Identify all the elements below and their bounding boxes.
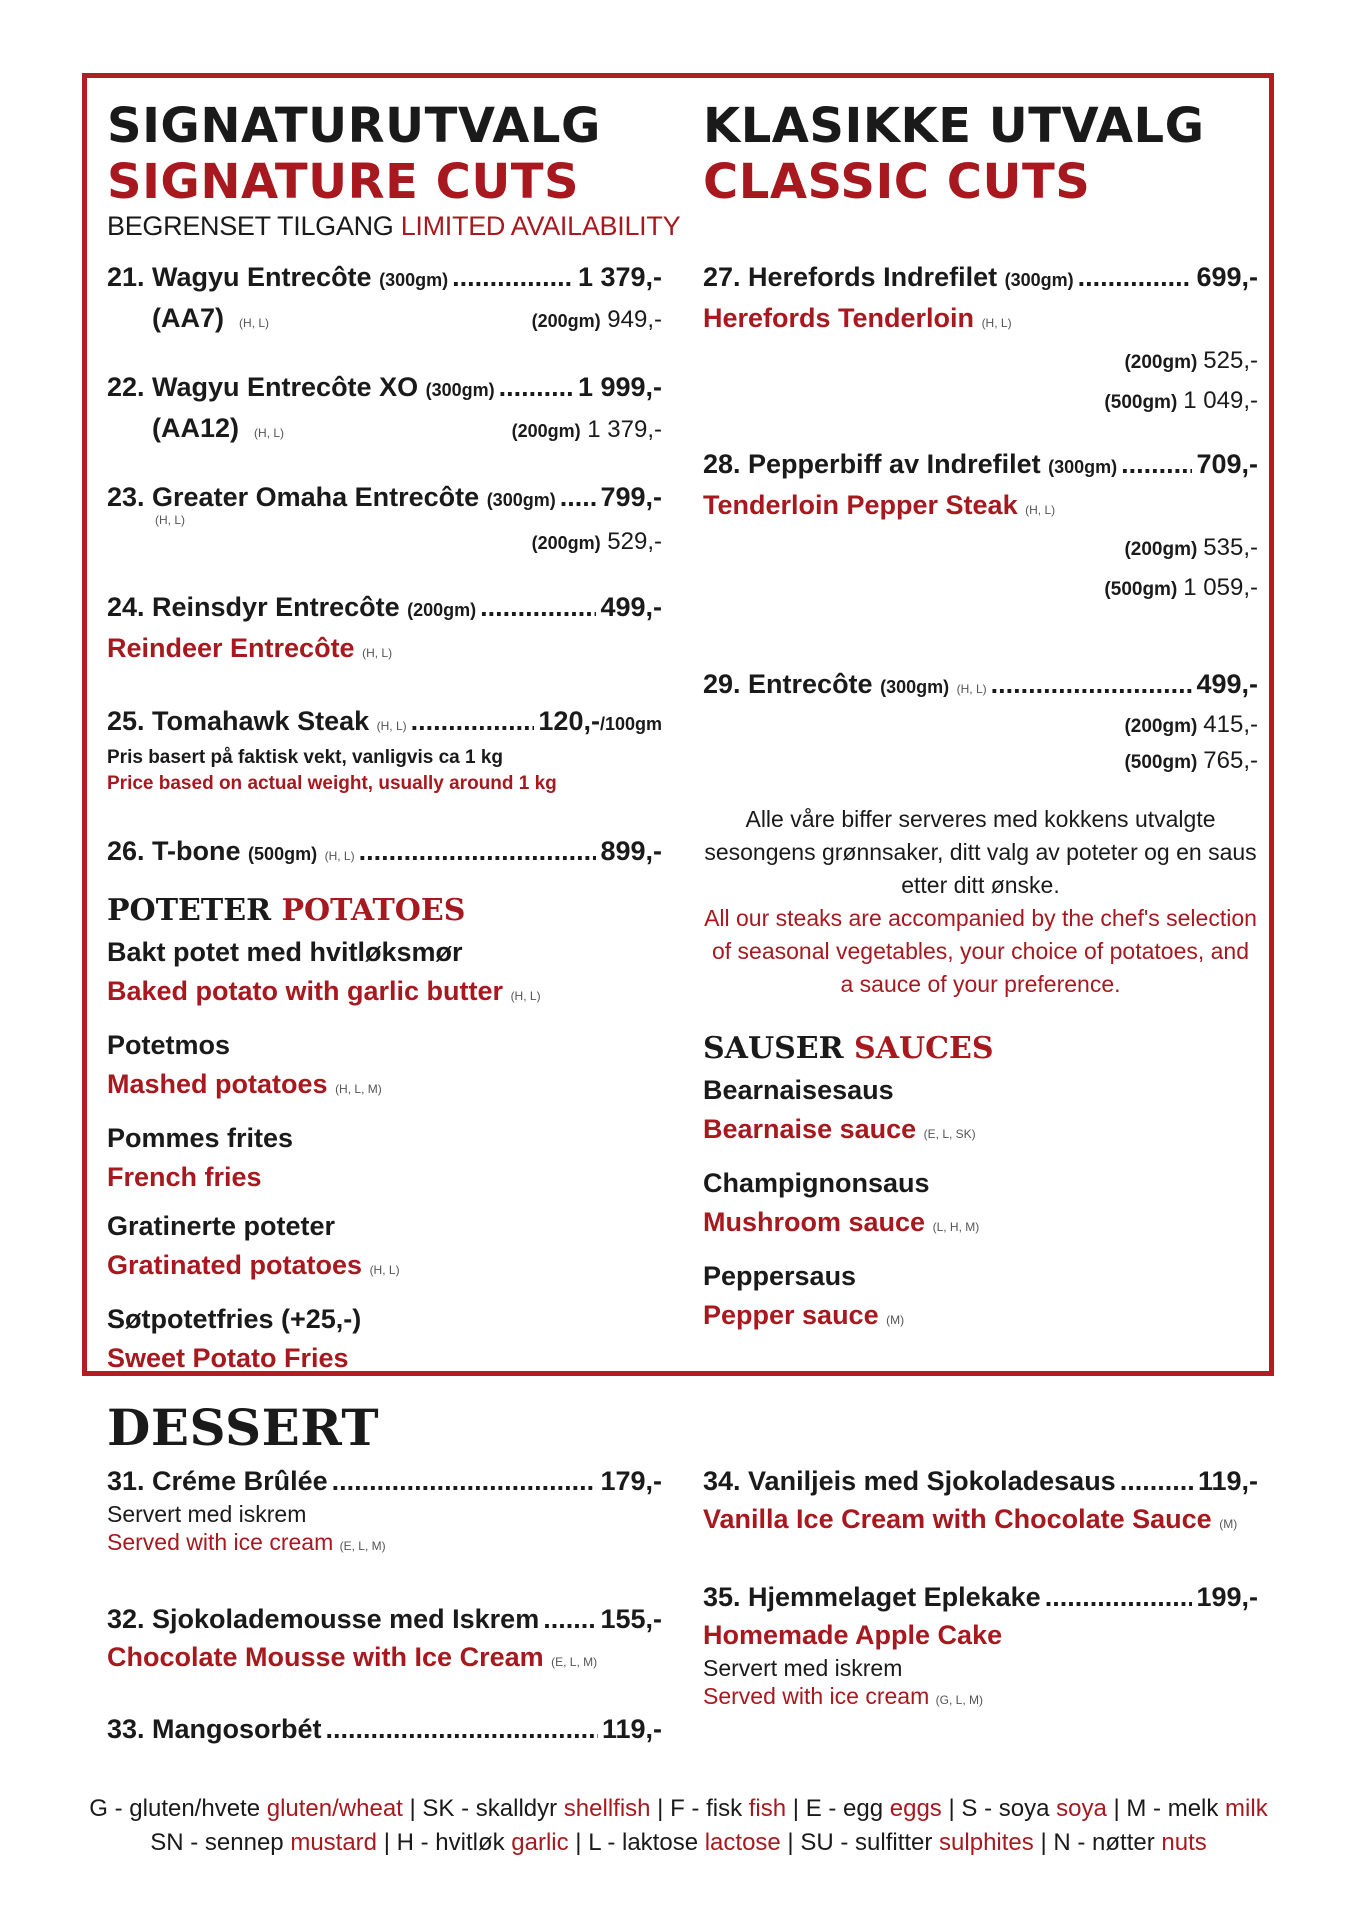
menu-item-25: 25. Tomahawk Steak (H, L) ..... 120,- /100gm Pris basert på faktisk vekt, vanligvis ca 1 kg Price based on actual weight, usually around 1 kg (107, 702, 662, 797)
dessert-item-32: 32. Sjokolademousse med Iskrem ..... 155,- Chocolate Mousse with Ice Cream (E, L, M) (107, 1600, 662, 1681)
classic-heading (703, 98, 1205, 210)
heading-no: SIGNATURUTVALG (107, 98, 601, 154)
limited-availability: BEGRENSET TILGANG LIMITED AVAILABILITY (107, 211, 681, 241)
menu-item-26: 26. T-bone (500gm) (H, L) ..... 899,- (107, 832, 662, 875)
potatoes-section (107, 893, 662, 1378)
menu-item-28: 28. Pepperbiff av Indrefilet (300gm) ..... 709,- Tenderloin Pepper Steak (H, L) (200gm) 535,- (500gm) 1 059,- (703, 445, 1258, 609)
heading-no: KLASIKKE UTVALG (703, 98, 1205, 154)
heading-en: CLASSIC CUTS (703, 154, 1091, 210)
potato-item: Gratinerte poteter Gratinated potatoes (H, L) (107, 1211, 400, 1280)
heading-en: SIGNATURE CUTS (107, 154, 580, 210)
signature-heading (107, 98, 680, 242)
potato-item: Søtpotetfries (+25,-) Sweet Potato Fries (107, 1304, 362, 1373)
allergen-legend-line-1: G - gluten/hvete gluten/wheat | SK - skalldyr shellfish | F - fisk fish | E - egg eggs | S - soya soya | M - melk milk (89, 1795, 1268, 1822)
sauces-section (703, 1031, 1258, 1340)
potato-item: Bakt potet med hvitløksmør Baked potato with garlic butter (H, L) (107, 937, 541, 1006)
sauce-item: Peppersaus Pepper sauce (M) (703, 1261, 905, 1330)
menu-item-23: 23. Greater Omaha Entrecôte (300gm) ..... 799,- (H, L) (200gm) 529,- (107, 478, 662, 558)
menu-item-21: 21. Wagyu Entrecôte (300gm) ..... 1 379,- (AA7) (H, L) (200gm) 949,- (107, 258, 662, 342)
menu-item-27: 27. Herefords Indrefilet (300gm) ..... 699,- Herefords Tenderloin (H, L) (200gm) 525,- (500gm) 1 049,- (703, 258, 1258, 422)
dessert-title: DESSERT (107, 1398, 380, 1457)
potatoes-title: POTETER POTATOES (107, 893, 466, 928)
potato-item: Potetmos Mashed potatoes (H, L, M) (107, 1030, 382, 1099)
menu-item-29: 29. Entrecôte (300gm) (H, L) ..... 499,- (200gm) 415,- (500gm) 765,- (703, 665, 1258, 780)
dessert-item-34: 34. Vaniljeis med Sjokoladesaus ..... 119,- Vanilla Ice Cream with Chocolate Sauce (M) (703, 1462, 1258, 1543)
dessert-item-31: 31. Créme Brûlée ..... 179,- Servert med iskrem Served with ice cream (E, L, M) (107, 1462, 662, 1560)
sauces-title: SAUSER SAUCES (703, 1031, 994, 1066)
potato-item: Pommes frites French fries (107, 1123, 294, 1192)
dessert-item-33: 33. Mangosorbét ..... 119,- (107, 1710, 662, 1748)
menu-item-24: 24. Reinsdyr Entrecôte (200gm) ..... 499,- Reindeer Entrecôte (H, L) (107, 588, 662, 672)
serving-note: Alle våre biffer serveres med kokkens utvalgte sesongens grønnsaker, ditt valg av poteter og en saus etter ditt ønske. All our steaks are accompanied by the chef's selection of seasonal vegetables, your choice of potatoes, and a sauce of your preference. (704, 806, 1257, 997)
dessert-item-35: 35. Hjemmelaget Eplekake ..... 199,- Homemade Apple Cake Servert med iskrem Served with ice cream (G, L, M) (703, 1578, 1258, 1714)
menu-item-22: 22. Wagyu Entrecôte XO (300gm) ..... 1 999,- (AA12) (H, L) (200gm) 1 379,- (107, 368, 662, 452)
sauce-item: Bearnaisesaus Bearnaise sauce (E, L, SK) (703, 1075, 976, 1144)
sauce-item: Champignonsaus Mushroom sauce (L, H, M) (703, 1168, 980, 1237)
allergen-legend-line-2: SN - sennep mustard | H - hvitløk garlic | L - laktose lactose | SU - sulfitter sulphites | N - nøtter nuts (150, 1829, 1207, 1856)
